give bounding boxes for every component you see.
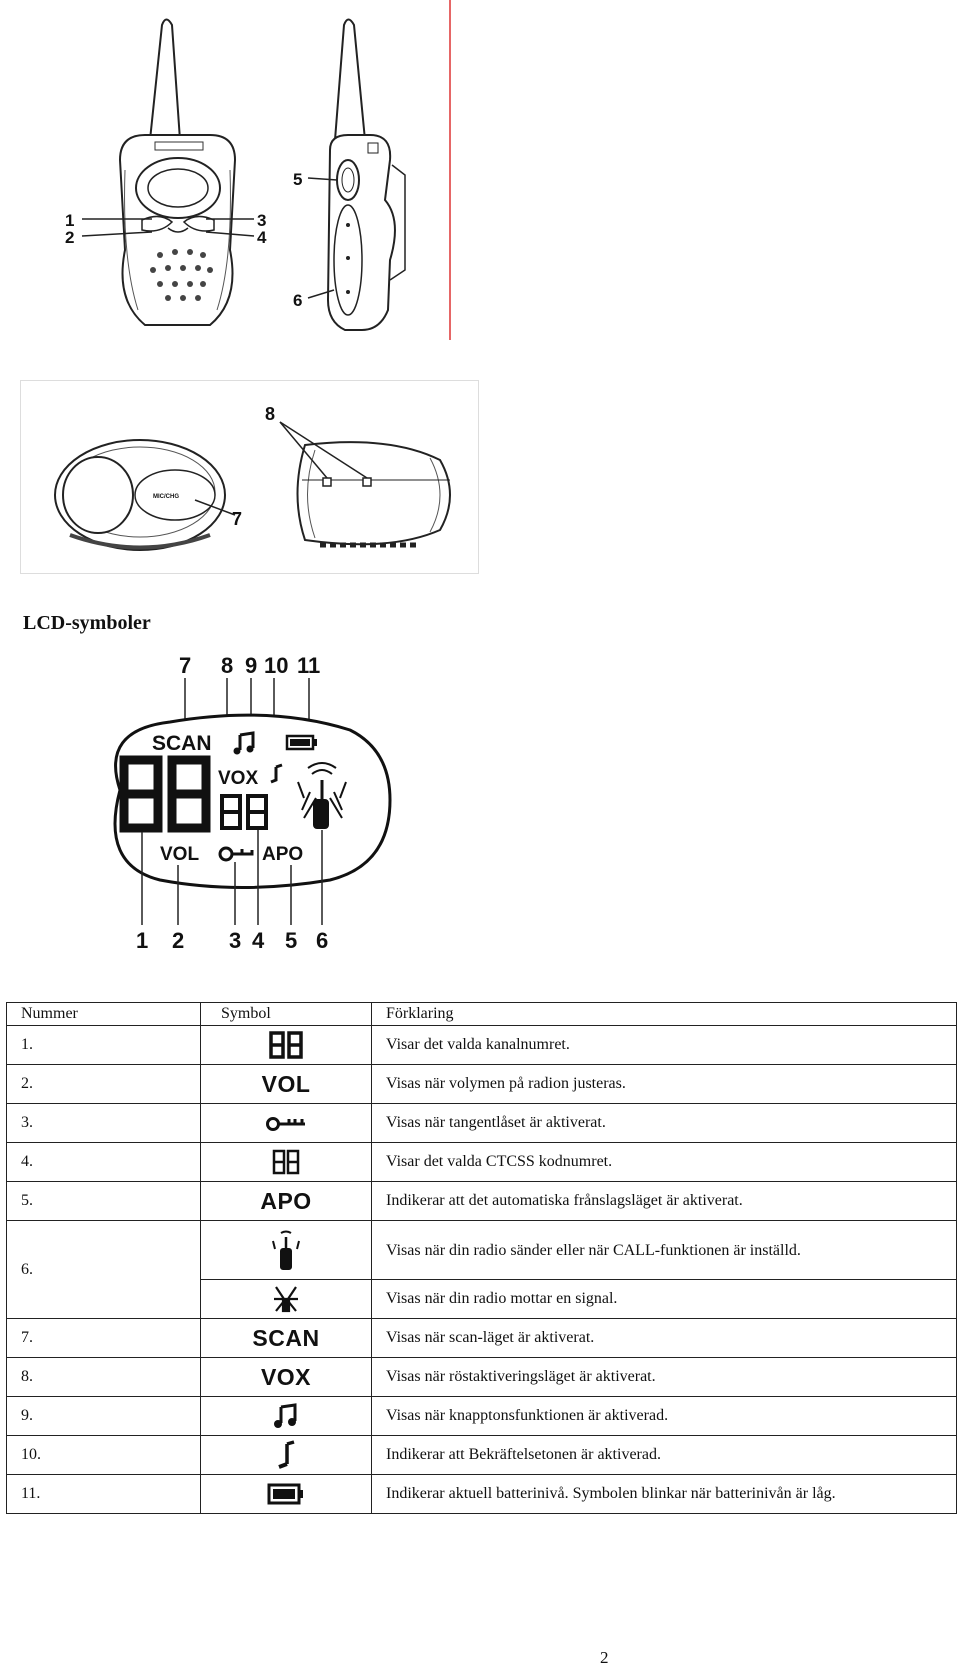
row-explanation: Visas när tangentlåset är aktiverat. <box>372 1104 957 1143</box>
lcd-symbol-table <box>6 1002 957 1514</box>
header-symbol: Symbol <box>201 1003 372 1026</box>
row-symbol <box>201 1065 372 1104</box>
lcd-bottom-number: 3 <box>229 928 242 953</box>
table-row <box>7 1104 957 1143</box>
large-88-digits-icon <box>269 1031 303 1059</box>
row-symbol <box>201 1104 372 1143</box>
row-symbol <box>201 1475 372 1514</box>
row-symbol <box>201 1026 372 1065</box>
lcd-bottom-number: 4 <box>252 928 265 953</box>
header-number: Nummer <box>7 1003 201 1026</box>
lcd-top-number: 9 <box>245 653 258 678</box>
transmit-icon <box>269 1229 303 1271</box>
vol-symbol: VOL <box>261 1070 311 1097</box>
small-88-digits-icon <box>272 1149 300 1175</box>
row-explanation: Visas när scan-läget är aktiverat. <box>372 1319 957 1358</box>
row-explanation: Visas när din radio mottar en signal. <box>372 1280 957 1319</box>
table-row <box>7 1475 957 1514</box>
table-header-row <box>7 1003 957 1026</box>
row-number: 11. <box>7 1475 201 1514</box>
table-row <box>7 1143 957 1182</box>
row-symbol <box>201 1397 372 1436</box>
lcd-top-number: 7 <box>179 653 192 678</box>
row-number: 1. <box>7 1026 201 1065</box>
lcd-bottom-number: 2 <box>172 928 185 953</box>
lcd-bottom-number: 6 <box>316 928 329 953</box>
row-explanation: Visas när röstaktiveringsläget är aktiverat. <box>372 1358 957 1397</box>
row-explanation: Visar det valda kanalnumret. <box>372 1026 957 1065</box>
single-note-icon <box>276 1440 296 1470</box>
mic-chg-label: MIC/CHG <box>153 494 179 500</box>
row-number: 8. <box>7 1358 201 1397</box>
lcd-top-number: 11 <box>297 653 321 678</box>
row-explanation: Visar det valda CTCSS kodnumret. <box>372 1143 957 1182</box>
vox-symbol: VOX <box>260 1363 312 1390</box>
callout-3: 3 <box>257 211 267 230</box>
callout-1: 1 <box>65 211 75 230</box>
callout-8: 8 <box>265 404 276 424</box>
row-symbol <box>201 1436 372 1475</box>
callout-4: 4 <box>257 228 267 247</box>
row-explanation: Indikerar att det automatiska frånslagsläget är aktiverat. <box>372 1182 957 1221</box>
callout-2: 2 <box>65 228 75 247</box>
receive-icon <box>270 1285 302 1313</box>
row-number: 2. <box>7 1065 201 1104</box>
charger-figure <box>20 380 480 575</box>
lcd-section-heading: LCD-symboler <box>23 612 151 634</box>
row-symbol <box>201 1319 372 1358</box>
row-number: 5. <box>7 1182 201 1221</box>
lcd-vox-label: VOX <box>218 768 259 789</box>
lcd-bottom-number: 5 <box>285 928 298 953</box>
row-symbol <box>201 1280 372 1319</box>
lcd-symbol-diagram <box>90 650 410 955</box>
row-number: 6. <box>7 1221 201 1319</box>
table-row <box>7 1358 957 1397</box>
double-note-icon <box>273 1403 299 1429</box>
lcd-top-number: 8 <box>221 653 234 678</box>
row-explanation: Visas när din radio sänder eller när CALL-funktionen är inställd. <box>372 1221 957 1280</box>
table-row <box>7 1065 957 1104</box>
battery-icon <box>267 1483 305 1505</box>
scan-symbol: SCAN <box>252 1324 320 1351</box>
apo-symbol: APO <box>260 1187 312 1214</box>
key-icon <box>265 1115 307 1131</box>
table-row <box>7 1026 957 1065</box>
lcd-vol-label: VOL <box>160 844 200 865</box>
row-explanation: Visas när knapptonsfunktionen är aktiverad. <box>372 1397 957 1436</box>
table-row <box>7 1182 957 1221</box>
row-symbol <box>201 1358 372 1397</box>
row-symbol <box>201 1182 372 1221</box>
lcd-top-number: 10 <box>264 653 289 678</box>
row-number: 4. <box>7 1143 201 1182</box>
row-symbol <box>201 1221 372 1280</box>
row-number: 10. <box>7 1436 201 1475</box>
table-row <box>7 1319 957 1358</box>
row-explanation: Indikerar att Bekräftelsetonen är aktiverad. <box>372 1436 957 1475</box>
table-row <box>7 1397 957 1436</box>
lcd-bottom-number: 1 <box>136 928 149 953</box>
page-number: 2 <box>600 1648 609 1667</box>
callout-5: 5 <box>293 170 303 189</box>
table-row <box>7 1221 957 1280</box>
callout-6: 6 <box>293 291 303 310</box>
row-number: 3. <box>7 1104 201 1143</box>
lcd-scan-label: SCAN <box>152 732 212 755</box>
header-explanation: Förklaring <box>372 1003 957 1026</box>
row-number: 9. <box>7 1397 201 1436</box>
row-explanation: Visas när volymen på radion justeras. <box>372 1065 957 1104</box>
radio-front-side-figure <box>40 0 460 345</box>
lcd-apo-label: APO <box>262 844 304 865</box>
table-row <box>7 1436 957 1475</box>
row-number: 7. <box>7 1319 201 1358</box>
callout-7: 7 <box>232 509 243 529</box>
row-explanation: Indikerar aktuell batterinivå. Symbolen blinkar när batterinivån är låg. <box>372 1475 957 1514</box>
row-symbol <box>201 1143 372 1182</box>
